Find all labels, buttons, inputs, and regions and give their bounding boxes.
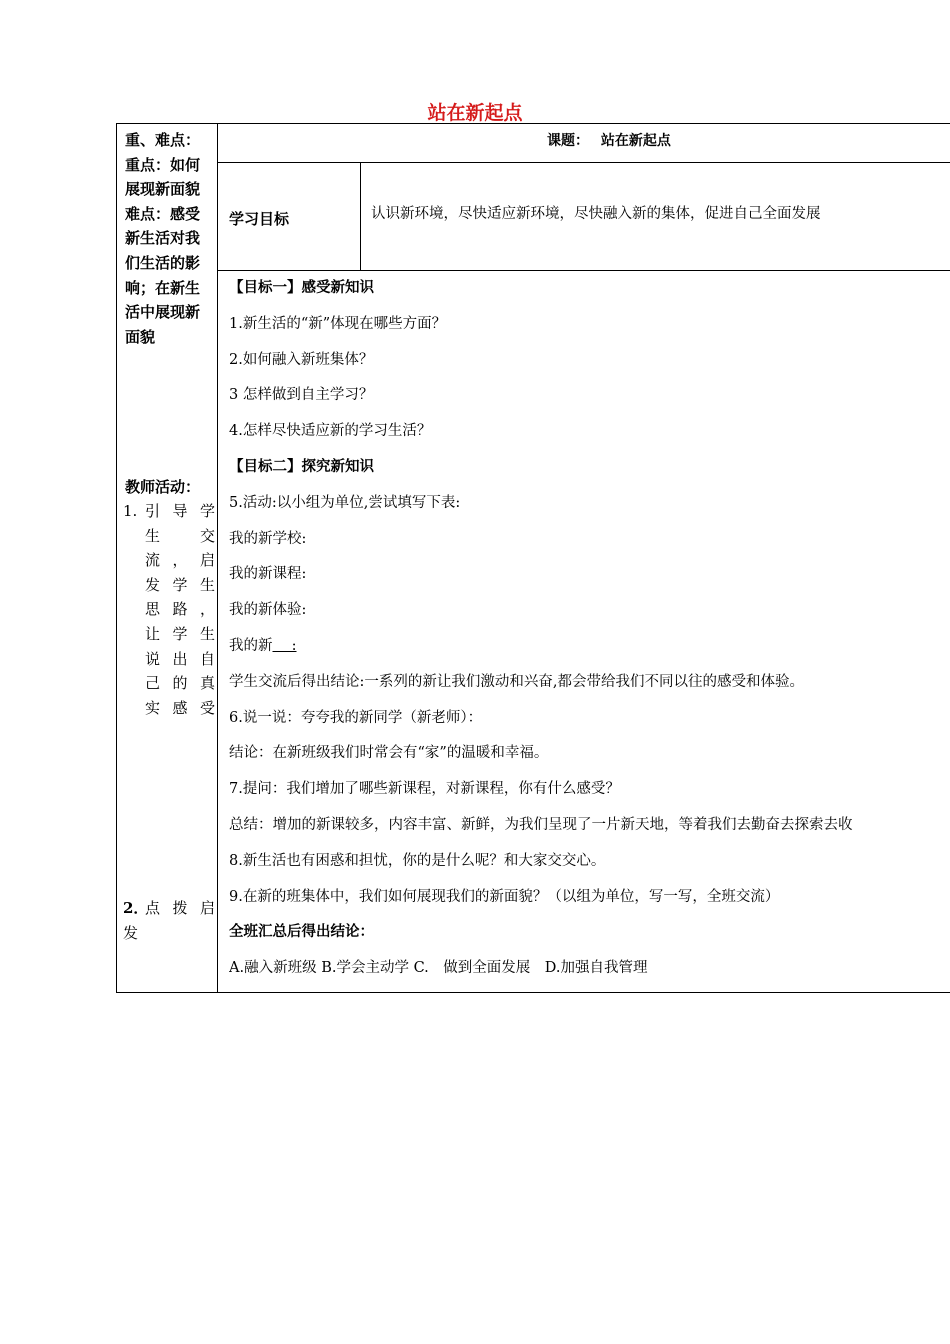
key-points-line: 活中展现新	[125, 303, 201, 322]
goal-text: 认识新环境，尽快适应新环境，尽快融入新的集体，促进自己全面发展	[371, 206, 821, 222]
activity-line: 发学生	[145, 575, 215, 594]
question-1: 1.新生活的“新”体现在哪些方面？	[229, 315, 447, 332]
key-points-line: 们生活的影	[125, 253, 201, 272]
activity-line: 思路，	[145, 600, 215, 619]
lesson-body	[229, 274, 950, 990]
question-5: 5.活动:以小组为单位,尝试填写下表:	[229, 494, 461, 511]
teacher-activity-2	[123, 896, 213, 956]
answer-options: A.融入新班级 B.学会主动学 C. 做到全面发展 D.加强自我管理	[229, 960, 648, 977]
key-points	[125, 128, 211, 349]
activity-line: 生 交	[145, 526, 215, 545]
fill-my-new	[229, 632, 950, 668]
activity-line: 己的真	[145, 674, 215, 693]
question-2: 2.如何融入新班集体？	[229, 351, 374, 368]
key-points-line: 难点：感受	[125, 204, 201, 223]
question-4: 4.怎样尽快适应新的学习生活？	[229, 423, 432, 440]
summary: 总结：增加的新课较多，内容丰富、新鲜，为我们呈现了一片新天地，等着我们去勤奋去探索去收	[229, 816, 853, 833]
lesson-topic: 课题： 站在新起点	[547, 133, 671, 149]
fill-my-new-prefix: 我的新	[229, 637, 273, 654]
column-divider	[217, 124, 218, 992]
activity-line: 引导学	[145, 502, 215, 520]
fill-course: 我的新课程:	[229, 566, 307, 583]
question-8: 8.新生活也有困惑和担忧，你的是什么呢？和大家交交心。	[229, 852, 606, 869]
teacher-activity-title: 教师活动：	[125, 478, 201, 496]
activity-number: 2．	[123, 899, 149, 917]
question-3: 3 怎样做到自主学习？	[229, 387, 374, 404]
activity-number: 1.	[123, 502, 138, 520]
activity-line: 说出自	[145, 649, 215, 668]
key-points-line: 面貌	[125, 327, 156, 346]
activity-line: 让学生	[145, 625, 215, 643]
lesson-table	[116, 123, 950, 993]
goal1-heading: 【目标一】感受新知识	[229, 280, 374, 296]
activity-line: 发	[123, 923, 139, 942]
key-points-line: 响；在新生	[125, 278, 201, 297]
key-points-line: 展现新面貌	[125, 180, 201, 199]
activity-line: 实感受	[145, 698, 215, 717]
goal2-heading: 【目标二】探究新知识	[229, 458, 374, 475]
key-points-line: 重、难点：	[125, 131, 201, 149]
key-points-line: 新生活对我	[125, 229, 201, 248]
teacher-activity-1	[123, 499, 213, 729]
conclusion-b: 结论：在新班级我们时常会有“家”的温暖和幸福。	[229, 745, 549, 762]
activity-line: 点拨启	[145, 899, 215, 917]
question-9: 9.在新的班集体中，我们如何展现我们的新面貌？（以组为单位，写一写，全班交流）	[229, 888, 780, 905]
fill-blank: :	[272, 637, 297, 654]
goal-label: 学习目标	[229, 210, 290, 228]
header-divider	[217, 162, 950, 163]
goal-divider	[217, 270, 950, 271]
class-summary: 全班汇总后得出结论：	[229, 924, 374, 941]
key-points-line: 重点：如何	[125, 155, 201, 174]
fill-school: 我的新学校:	[229, 530, 307, 547]
question-7: 7.提问：我们增加了哪些新课程，对新课程，你有什么感受？	[229, 781, 620, 798]
goal-label-divider	[360, 162, 361, 270]
question-6: 6.说一说：夸夸我的新同学（新老师）：	[229, 709, 483, 726]
page-title: 站在新起点	[427, 102, 523, 124]
fill-experience: 我的新体验:	[229, 602, 307, 619]
activity-line: 流，启	[145, 551, 215, 570]
conclusion-a: 学生交流后得出结论:一系列的新让我们激动和兴奋,都会带给我们不同以往的感受和体验。	[229, 673, 804, 690]
